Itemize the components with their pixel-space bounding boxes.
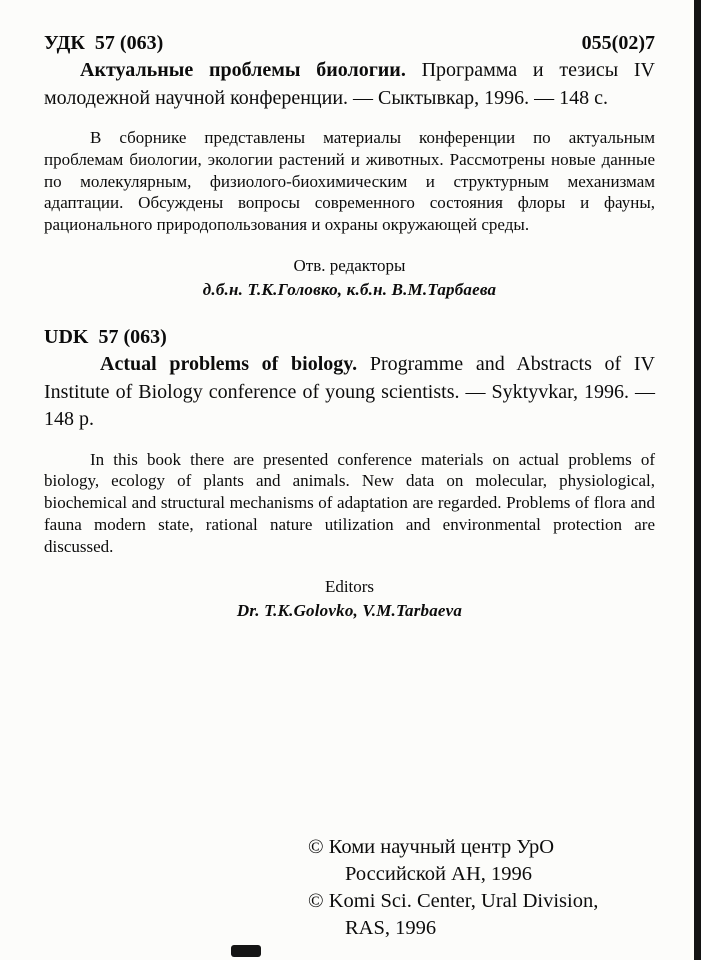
english-title-paragraph — [44, 351, 655, 434]
english-editors-names: Dr. T.K.Golovko, V.M.Tarbaeva — [236, 601, 463, 621]
english-editors-label: Editors — [324, 577, 375, 597]
russian-abstract: В сборнике представлены материалы конференции по актуальным проблемам биологии, экологии растений и животных. Рассмотрены новые данные по молекулярным, физиолого-биохимическим и структурным механизмам адаптации. Обсуждены вопросы современного состояния флоры и фауны, рационального природопользования и охраны окружающей среды. — [44, 128, 655, 235]
udc-number: УДК 57 (063) — [44, 32, 164, 54]
russian-title-paragraph — [44, 57, 655, 112]
russian-editors-names: д.б.н. Т.К.Головко, к.б.н. В.М.Тарбаева — [202, 279, 497, 299]
russian-title-emphasis: Актуальные проблемы биологии. — [80, 59, 406, 81]
russian-title-text: Программа и тезисы IV молодежной научной конференции. — Сыктывкар, 1996. — 148 с. — [44, 59, 655, 109]
copyright-ru-line1: © Коми научный центр УрО — [308, 836, 555, 858]
english-title-emphasis: Actual problems of biology. — [100, 352, 358, 375]
copyright-ru-line2: Российской АН, 1996 — [345, 863, 533, 886]
scan-edge-artifact — [694, 0, 701, 960]
copyright-en-line1: © Komi Sci. Center, Ural Division, — [308, 890, 599, 913]
catalog-code: 055(02)7 — [581, 32, 655, 54]
english-udk-number: UDK 57 (063) — [44, 325, 167, 348]
russian-editors-label: Отв. редакторы — [293, 255, 406, 275]
copyright-en-line2: RAS, 1996 — [345, 917, 437, 940]
english-abstract: In this book there are presented conference materials on actual problems of biology, ecology of plants and animals. New data on molecular, physiological, biochemical and structural mechanisms of adaptation are regarded. Problems of flora and fauna modern state, rational nature utilization and environmental protection are discussed. — [44, 449, 655, 556]
scan-mark-artifact — [231, 945, 261, 957]
copyright-block — [308, 834, 598, 942]
english-title-text: Programme and Abstracts of IV Institute of Biology conference of young scientists. — Syktyvkar, 1996. — 148 p. — [44, 352, 656, 431]
classification-header — [44, 32, 655, 55]
